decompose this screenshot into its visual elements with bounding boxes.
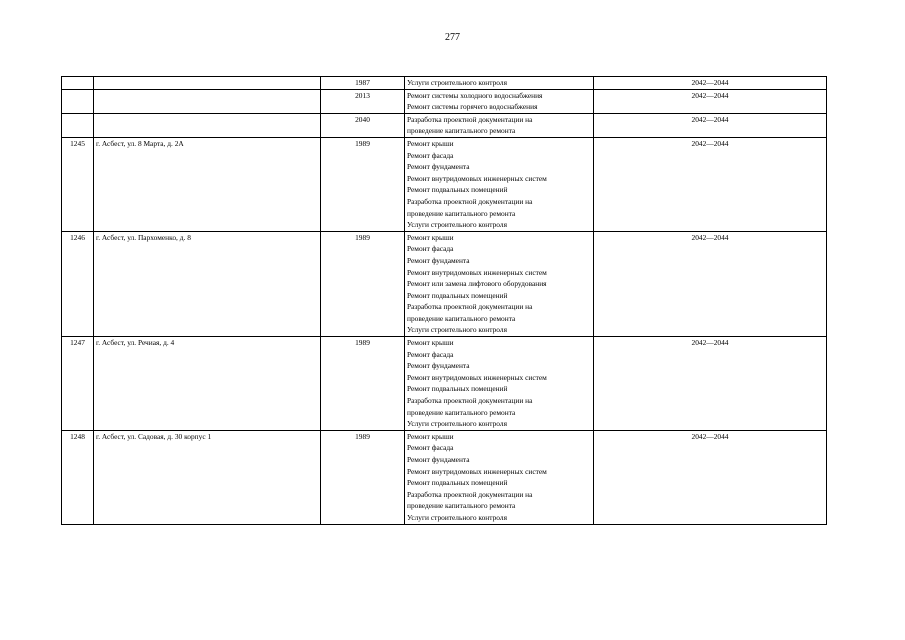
work-item: Ремонт системы горячего водоснабжения bbox=[407, 102, 538, 112]
year-cell: 1989 bbox=[321, 137, 405, 231]
table-row bbox=[62, 137, 827, 231]
works-cell bbox=[405, 137, 594, 231]
year-cell: 1987 bbox=[321, 77, 405, 90]
work-item: Разработка проектной документации на bbox=[407, 114, 533, 124]
work-item: Услуги строительного контроля bbox=[407, 220, 507, 230]
work-item: Ремонт крыши bbox=[407, 431, 454, 441]
works-cell bbox=[405, 231, 594, 336]
work-item: проведение капитального ремонта bbox=[407, 501, 516, 511]
row-number-cell: 1247 bbox=[62, 337, 94, 431]
row-number-cell: 1248 bbox=[62, 430, 94, 524]
row-number-cell: 1245 bbox=[62, 137, 94, 231]
works-cell bbox=[405, 337, 594, 431]
address-cell bbox=[94, 89, 321, 113]
period-cell: 2042—2044 bbox=[594, 231, 827, 336]
row-number-cell bbox=[62, 113, 94, 137]
row-number-cell bbox=[62, 89, 94, 113]
address-cell: г. Асбест, ул. 8 Марта, д. 2А bbox=[94, 137, 321, 231]
table-row bbox=[62, 337, 827, 431]
period-cell: 2042—2044 bbox=[594, 113, 827, 137]
year-cell: 1989 bbox=[321, 430, 405, 524]
period-cell: 2042—2044 bbox=[594, 77, 827, 90]
work-item: Разработка проектной документации на bbox=[407, 302, 533, 312]
works-cell bbox=[405, 430, 594, 524]
page-number: 277 bbox=[445, 32, 460, 43]
period-cell: 2042—2044 bbox=[594, 89, 827, 113]
work-item: Ремонт внутридомовых инженерных систем bbox=[407, 173, 547, 183]
work-item: Ремонт системы холодного водоснабжения bbox=[407, 90, 543, 100]
work-item: Разработка проектной документации на bbox=[407, 489, 533, 499]
work-item: Ремонт фундамента bbox=[407, 255, 470, 265]
work-item: Ремонт подвальных помещений bbox=[407, 384, 508, 394]
work-item: проведение капитального ремонта bbox=[407, 313, 516, 323]
table-row bbox=[62, 113, 827, 137]
work-item: Ремонт фасада bbox=[407, 349, 454, 359]
table-row bbox=[62, 430, 827, 524]
work-item: Ремонт фасада bbox=[407, 244, 454, 254]
work-item: Разработка проектной документации на bbox=[407, 396, 533, 406]
work-item: Ремонт фундамента bbox=[407, 361, 470, 371]
work-item: Ремонт внутридомовых инженерных систем bbox=[407, 466, 547, 476]
work-item: проведение капитального ремонта bbox=[407, 126, 516, 136]
table-row bbox=[62, 231, 827, 336]
work-item: Ремонт крыши bbox=[407, 338, 454, 348]
works-cell bbox=[405, 113, 594, 137]
work-item: проведение капитального ремонта bbox=[407, 208, 516, 218]
year-cell: 2013 bbox=[321, 89, 405, 113]
table-row bbox=[62, 89, 827, 113]
work-item: Ремонт подвальных помещений bbox=[407, 290, 508, 300]
work-item: Услуги строительного контроля bbox=[407, 325, 507, 335]
work-item: Ремонт внутридомовых инженерных систем bbox=[407, 372, 547, 382]
address-cell bbox=[94, 113, 321, 137]
work-item: Ремонт подвальных помещений bbox=[407, 185, 508, 195]
work-item: проведение капитального ремонта bbox=[407, 407, 516, 417]
address-cell: г. Асбест, ул. Садовая, д. 30 корпус 1 bbox=[94, 430, 321, 524]
work-item: Услуги строительного контроля bbox=[407, 512, 507, 522]
period-cell: 2042—2044 bbox=[594, 430, 827, 524]
works-cell bbox=[405, 89, 594, 113]
table-row bbox=[62, 77, 827, 90]
row-number-cell bbox=[62, 77, 94, 90]
capital-repair-table bbox=[61, 76, 827, 525]
work-item: Услуги строительного контроля bbox=[407, 419, 507, 429]
year-cell: 2040 bbox=[321, 113, 405, 137]
work-item: Ремонт внутридомовых инженерных систем bbox=[407, 267, 547, 277]
work-item: Ремонт подвальных помещений bbox=[407, 478, 508, 488]
address-cell bbox=[94, 77, 321, 90]
work-item: Ремонт или замена лифтового оборудования bbox=[407, 279, 547, 289]
works-cell bbox=[405, 77, 594, 90]
work-item: Ремонт крыши bbox=[407, 232, 454, 242]
row-number-cell: 1246 bbox=[62, 231, 94, 336]
work-item: Ремонт фасада bbox=[407, 150, 454, 160]
address-cell: г. Асбест, ул. Пархоменко, д. 8 bbox=[94, 231, 321, 336]
year-cell: 1989 bbox=[321, 337, 405, 431]
period-cell: 2042—2044 bbox=[594, 137, 827, 231]
address-cell: г. Асбест, ул. Речиая, д. 4 bbox=[94, 337, 321, 431]
period-cell: 2042—2044 bbox=[594, 337, 827, 431]
work-item: Ремонт фундамента bbox=[407, 162, 470, 172]
work-item: Ремонт фундамента bbox=[407, 455, 470, 464]
work-item: Ремонт фасада bbox=[407, 443, 454, 453]
work-item: Услуги строительного контроля bbox=[407, 78, 507, 87]
work-item: Разработка проектной документации на bbox=[407, 196, 533, 206]
year-cell: 1989 bbox=[321, 231, 405, 336]
work-item: Ремонт крыши bbox=[407, 138, 454, 148]
